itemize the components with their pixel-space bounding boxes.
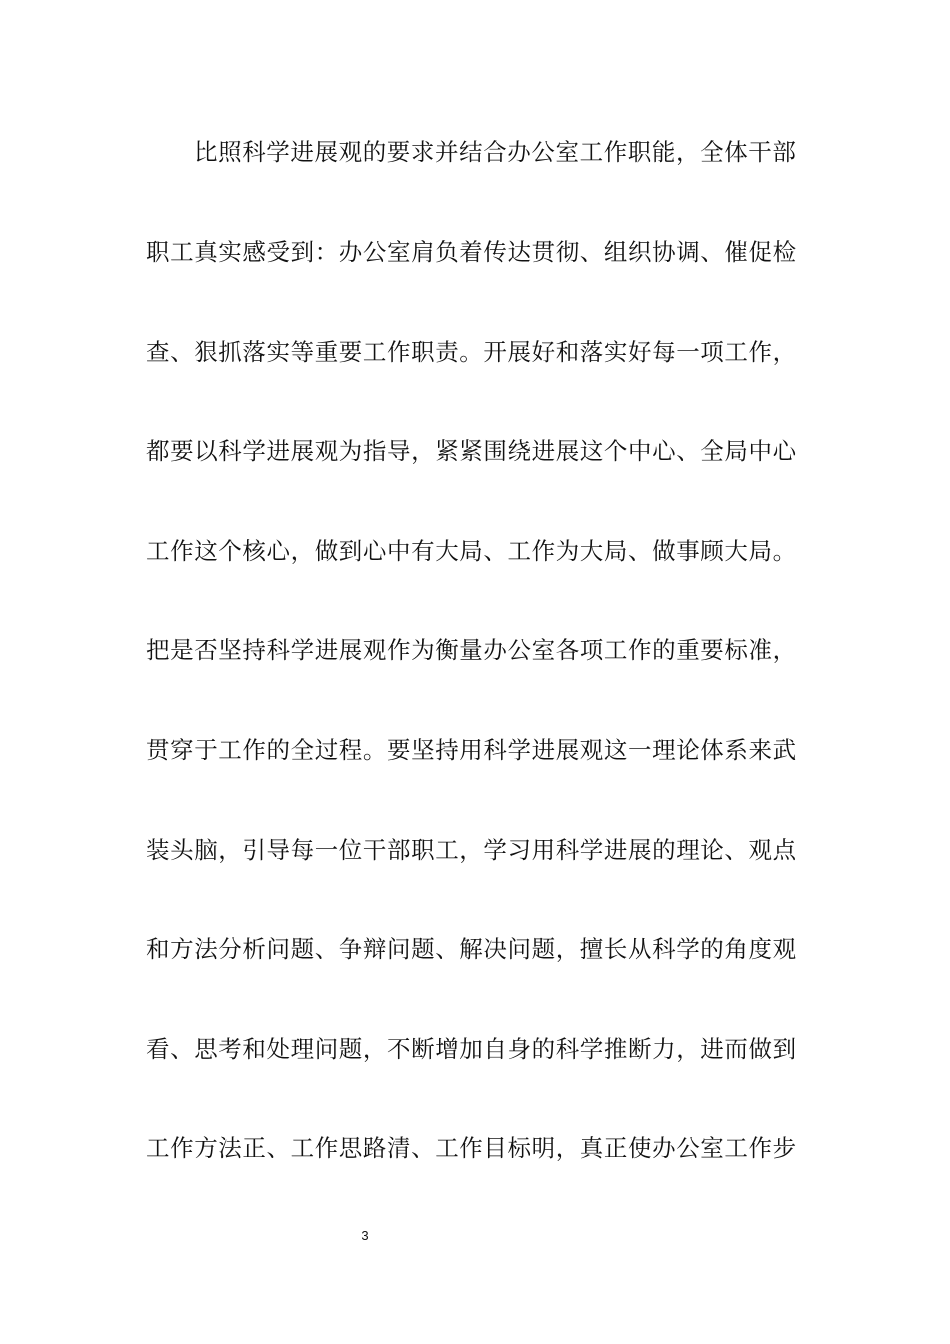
paragraph-line-1: 比照科学进展观的要求并结合办公室工作职能，全体干部 (194, 138, 797, 166)
paragraph-line-9: 和方法分析问题、争辩问题、解决问题，擅长从科学的角度观 (146, 935, 797, 963)
paragraph-line-7: 贯穿于工作的全过程。要坚持用科学进展观这一理论体系来武 (146, 736, 797, 764)
paragraph-line-2: 职工真实感受到：办公室肩负着传达贯彻、组织协调、催促检 (146, 238, 797, 266)
paragraph-line-8: 装头脑，引导每一位干部职工，学习用科学进展的理论、观点 (146, 836, 797, 864)
page-number: 3 (361, 1228, 369, 1243)
paragraph-line-3: 查、狠抓落实等重要工作职责。开展好和落实好每一项工作， (146, 338, 797, 366)
paragraph-line-6: 把是否坚持科学进展观作为衡量办公室各项工作的重要标准， (146, 636, 797, 664)
paragraph-line-11: 工作方法正、工作思路清、工作目标明，真正使办公室工作步 (146, 1134, 797, 1162)
paragraph-line-4: 都要以科学进展观为指导，紧紧围绕进展这个中心、全局中心 (146, 437, 797, 465)
paragraph-line-10: 看、思考和处理问题，不断增加自身的科学推断力，进而做到 (146, 1035, 797, 1063)
paragraph-line-5: 工作这个核心，做到心中有大局、工作为大局、做事顾大局。 (146, 537, 797, 565)
